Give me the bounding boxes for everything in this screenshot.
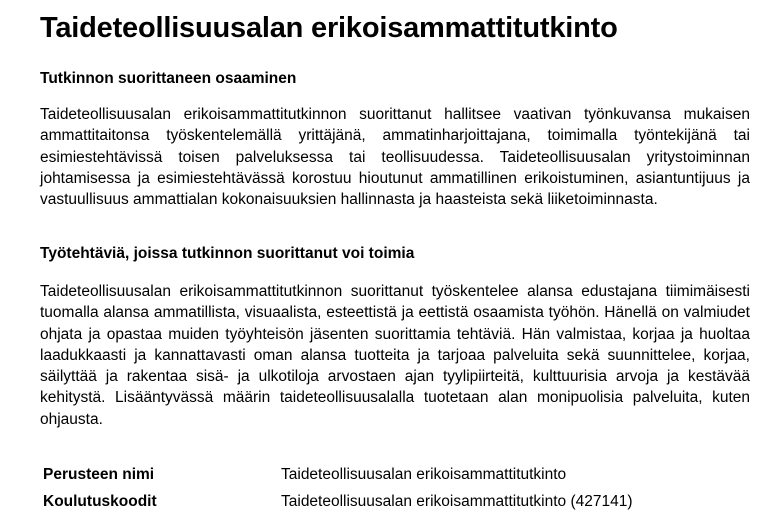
- metadata-row-koulutuskoodit: [40, 488, 633, 515]
- section-text-tyotehtavia: Taideteollisuusalan erikoisammattitutkinnon suorittanut työskentelee alansa edustajana tiimimäisesti tuomalla alansa ammatillista, visuaalista, esteettistä ja eettistä osaamista työhön. Hänellä on valmiudet ohjata ja opastaa muiden työyhteisön jäsenten suorittamia tehtäviä. Hän valmistaa, korjaa ja huoltaa laadukkaasti ja kannattavasti oman alansa tuotteita ja tarjoaa palveluita sekä suunnittelee, korjaa, säilyttää ja rakentaa sisä- ja ulkotiloja arvostaen ajan tyylipiirteitä, kulttuurisia arvoja ja kestävää kehitystä. Lisääntyvässä määrin taideteollisuusalalla tuotetaan alan monipuolisia palveluita, kuten ohjausta.: [40, 283, 750, 428]
- metadata-value: Taideteollisuusalan erikoisammattitutkinto: [281, 465, 567, 483]
- section-heading-osaaminen: Tutkinnon suorittaneen osaaminen: [40, 70, 297, 87]
- section-heading-tyotehtavia: Työtehtäviä, joissa tutkinnon suorittanut voi toimia: [40, 245, 415, 262]
- metadata-label: Koulutuskoodit: [43, 492, 157, 510]
- page-title: Taideteollisuusalan erikoisammattitutkinto: [40, 12, 618, 44]
- metadata-value: Taideteollisuusalan erikoisammattitutkinto (427141): [281, 492, 633, 510]
- section-text-osaaminen: Taideteollisuusalan erikoisammattitutkinnon suorittanut hallitsee vaativan työnkuvansa mukaisen ammattitaitonsa työskentelemällä yrittäjänä, ammatinharjoittajana, toimimalla työntekijänä tai esimiestehtävissä toisen palveluksessa tai teollisuudessa. Taideteollisuusalan yritystoiminnan johtamisessa ja esimiestehtävässä korostuu hioutunut ammatillinen erikoistuminen, asiantuntijuus ja vastuullisuus ammattialan kokonaisuuksien hallinnasta ja haasteista sekä liiketoiminnasta.: [40, 106, 750, 209]
- metadata-row-perusteen-nimi: [40, 461, 633, 488]
- metadata-table: [40, 461, 633, 515]
- metadata-label: Perusteen nimi: [43, 465, 155, 483]
